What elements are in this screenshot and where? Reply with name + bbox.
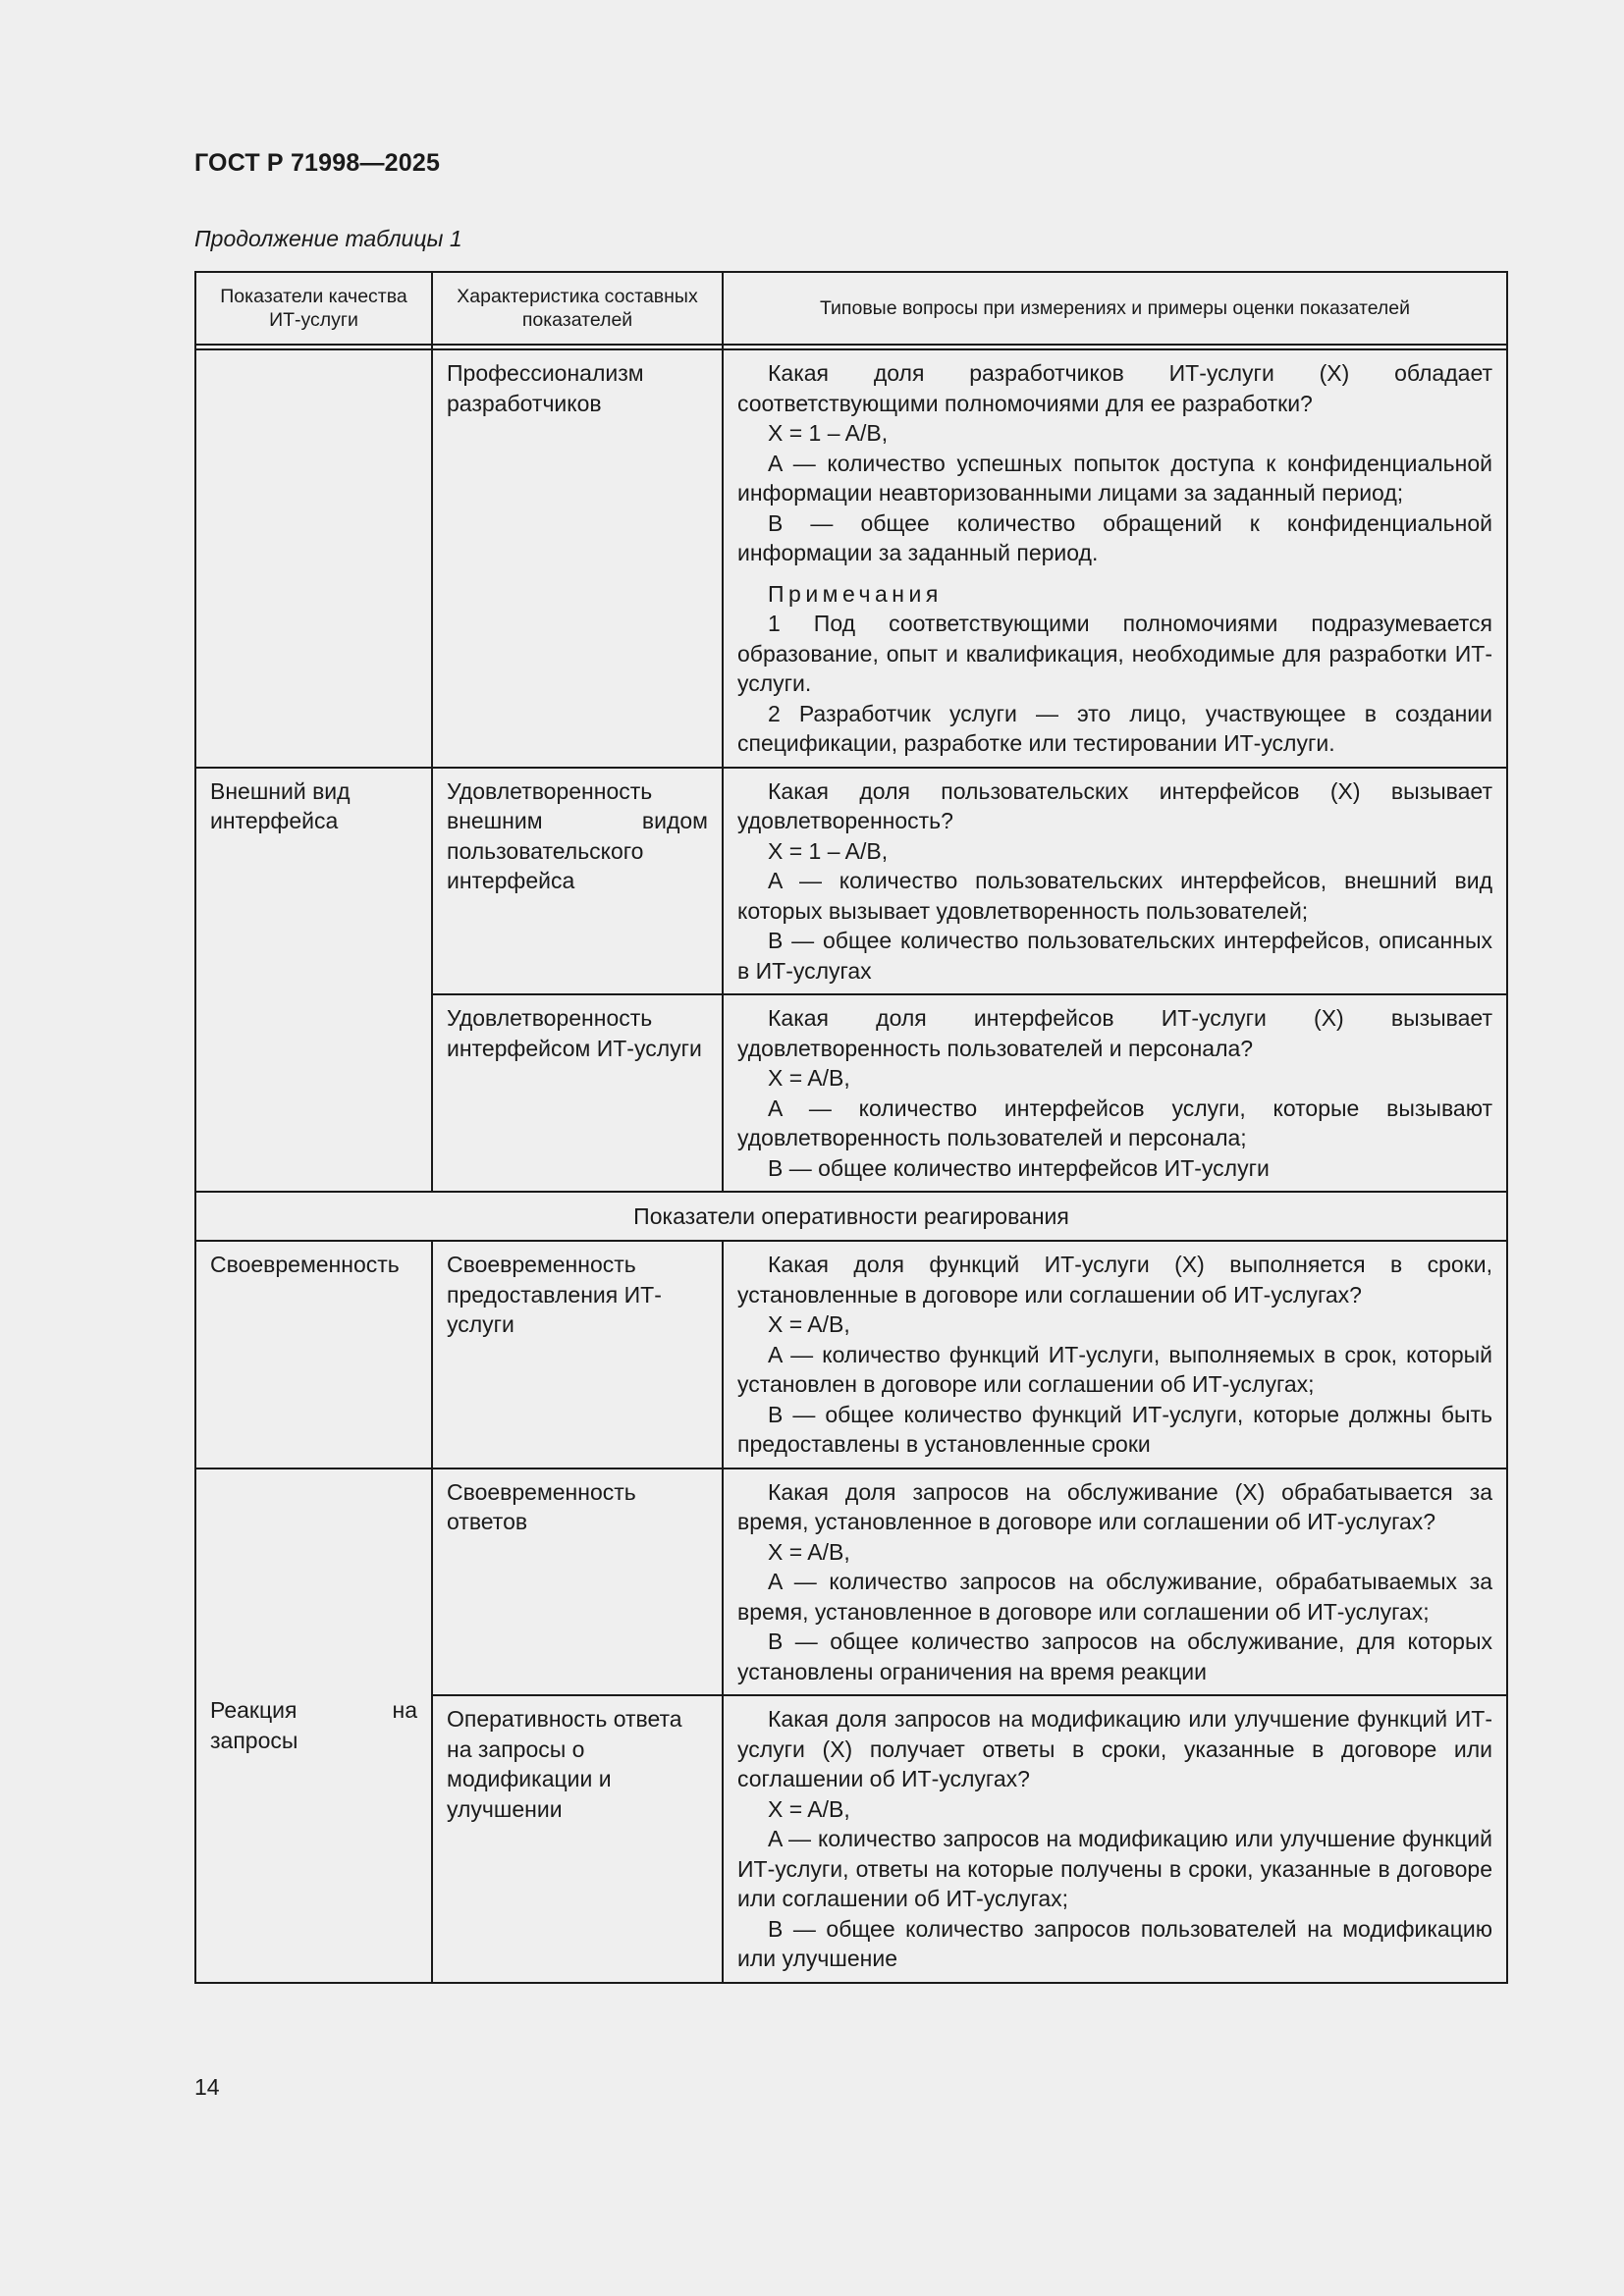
quality-indicators-table <box>194 271 1508 1984</box>
column-header: Показатели качества ИТ-услуги <box>195 272 432 345</box>
definition-a: A — количество пользовательских интерфейсов, внешний вид которых вызывает удовлетворенность пользователей; <box>737 868 1492 924</box>
definition-a: A — количество запросов на модификацию или улучшение функций ИТ-услуги, ответы на которые получены в сроки, указанные в договоре или соглашении об ИТ-услугах; <box>737 1826 1492 1911</box>
definition-b: B — общее количество запросов на обслуживание, для которых установлены ограничения на время реакции <box>737 1629 1492 1684</box>
definition-a: A — количество запросов на обслуживание, обрабатываемых за время, установленное в договоре или соглашении об ИТ-услугах; <box>737 1569 1492 1625</box>
section-title: Показатели оперативности реагирования <box>195 1192 1507 1241</box>
notes-heading: Примечания <box>768 580 943 607</box>
document-title: ГОСТ Р 71998—2025 <box>194 149 441 177</box>
table-row <box>195 1468 1507 1696</box>
formula-text: X = 1 – A/B, <box>768 837 889 864</box>
formula-text: X = A/B, <box>768 1538 850 1565</box>
question-text: Какая доля пользовательских интерфейсов (X) вызывает удовлетворенность? <box>737 777 1492 833</box>
question-text: Какая доля разработчиков ИТ-услуги (X) обладает соответствующими полномочиями для ее разработки? <box>737 360 1492 416</box>
indicator-cell <box>195 349 432 768</box>
definition-b: B — общее количество запросов пользователей на модификацию или улучшение <box>737 1915 1492 1971</box>
characteristic-cell: Своевременность предоставления ИТ-услуги <box>432 1241 723 1468</box>
question-cell <box>723 1241 1507 1468</box>
formula-text: X = A/B, <box>768 1311 850 1337</box>
characteristic-cell: Удовлетворенность внешним видом пользовательского интерфейса <box>432 768 723 995</box>
definition-b: B — общее количество обращений к конфиденциальной информации за заданный период. <box>737 509 1492 565</box>
table-row <box>195 1241 1507 1468</box>
note-item: 2 Разработчик услуги — это лицо, участвующее в создании спецификации, разработке или тестировании ИТ-услуги. <box>737 700 1492 756</box>
table-header-row <box>195 272 1507 345</box>
definition-a: A — количество успешных попыток доступа к конфиденциальной информации неавторизованными лицами за заданный период; <box>737 450 1492 506</box>
table-row <box>195 349 1507 768</box>
question-cell <box>723 1695 1507 1983</box>
page-number: 14 <box>194 2074 220 2100</box>
section-row <box>195 1192 1507 1241</box>
characteristic-cell: Профессионализм разработчиков <box>432 349 723 768</box>
note-item: 1 Под соответствующими полномочиями подразумевается образование, опыт и квалификация, необходимые для разработки ИТ-услуги. <box>737 611 1492 696</box>
column-header: Типовые вопросы при измерениях и примеры оценки показателей <box>723 272 1507 345</box>
definition-a: A — количество интерфейсов услуги, которые вызывают удовлетворенность пользователей и персонала; <box>737 1095 1492 1150</box>
formula-text: X = A/B, <box>768 1795 850 1822</box>
question-cell <box>723 768 1507 995</box>
definition-b: B — общее количество функций ИТ-услуги, которые должны быть предоставлены в установленные сроки <box>737 1401 1492 1457</box>
question-text: Какая доля запросов на модификацию или улучшение функций ИТ-услуги (X) получает ответы в сроки, указанные в договоре или соглашении об ИТ-услугах? <box>737 1706 1492 1791</box>
question-text: Какая доля запросов на обслуживание (X) обрабатывается за время, установленное в договоре или соглашении об ИТ-услугах? <box>737 1478 1492 1534</box>
characteristic-cell: Оперативность ответа на запросы о модификации и улучшении <box>432 1695 723 1983</box>
definition-b: B — общее количество пользовательских интерфейсов, описанных в ИТ-услугах <box>737 928 1492 984</box>
definition-a: A — количество функций ИТ-услуги, выполняемых в срок, который установлен в договоре или соглашении об ИТ-услугах; <box>737 1341 1492 1397</box>
formula-text: X = A/B, <box>768 1065 850 1091</box>
characteristic-cell: Своевременность ответов <box>432 1468 723 1696</box>
formula-text: X = 1 – A/B, <box>768 420 889 446</box>
column-header: Характеристика составных показателей <box>432 272 723 345</box>
table-caption: Продолжение таблицы 1 <box>194 226 462 251</box>
question-text: Какая доля функций ИТ-услуги (X) выполняется в сроки, установленные в договоре или соглашении об ИТ-услугах? <box>737 1252 1492 1308</box>
question-text: Какая доля интерфейсов ИТ-услуги (X) вызывает удовлетворенность пользователей и персонала? <box>737 1005 1492 1061</box>
indicator-cell: Своевременность <box>195 1241 432 1468</box>
question-cell <box>723 349 1507 768</box>
indicator-cell: Внешний вид интерфейса <box>195 768 432 1193</box>
question-cell <box>723 1468 1507 1696</box>
question-cell <box>723 994 1507 1192</box>
characteristic-cell: Удовлетворенность интерфейсом ИТ-услуги <box>432 994 723 1192</box>
indicator-cell: Реакция на запросы <box>195 1468 432 1983</box>
table-row <box>195 768 1507 995</box>
definition-b: B — общее количество интерфейсов ИТ-услуги <box>768 1154 1270 1181</box>
